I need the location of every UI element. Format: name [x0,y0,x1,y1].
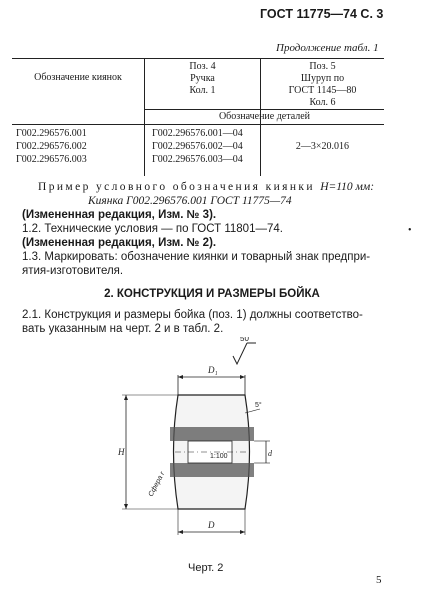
table-row-mallet-3: Г002.296576.003 [16,154,87,165]
page-number: 5 [376,574,382,586]
example-designation: Киянка Г002.296576.001 ГОСТ 11775—74 [88,195,292,207]
paragraph-1-3-line-1: 1.3. Маркировать: обозначение киянки и товарный знак предпри- [22,251,371,263]
margin-mark: • [408,225,412,236]
section-heading: 2. КОНСТРУКЦИЯ И РАЗМЕРЫ БОЙКА [104,288,320,300]
revision-note-2: (Измененная редакция, Изм. № 2). [22,237,217,249]
paragraph-1-2: 1.2. Технические условия — по ГОСТ 11801—74. [22,223,283,235]
example-height: H=110 мм: [320,181,375,193]
table-header-rule [12,124,384,125]
mallet-head-drawing [90,337,290,559]
table-screw-value: 2—3×20.016 [295,141,350,152]
col-mallet-header: Обозначение киянок [34,72,122,83]
designation-table [12,58,384,176]
table-continuation-label: Продолжение табл. 1 [276,42,379,54]
dimension-h-label: H [118,447,125,457]
paragraph-1-3-line-2: ятия-изготовителя. [22,265,124,277]
col-handle-header-pos: Поз. 4 [189,61,216,72]
paragraph-2-1-line-2: вать указанным на черт. 2 и в табл. 2. [22,323,224,335]
table-row-mallet-1: Г002.296576.001 [16,128,87,139]
sphere-radius-label: Сфера r [147,470,167,498]
table-subheader-rule [144,109,384,110]
col-screw-header-pos: Поз. 5 [309,61,336,72]
hatched-band-top [170,427,254,441]
dimension-d-label: D [208,520,215,530]
table-row-handle-3: Г002.296576.003—04 [152,154,243,165]
paragraph-2-1-line-1: 2.1. Конструкция и размеры бойка (поз. 1) должны соответство- [22,309,363,321]
example-line-1 [38,180,374,195]
angle-label: 5° [255,402,262,409]
table-row-handle-2: Г002.296576.002—04 [152,141,243,152]
col-handle-header-qty: Кол. 1 [189,85,216,96]
col-handle-header-name: Ручка [190,73,215,84]
revision-note-3: (Измененная редакция, Изм. № 3). [22,209,217,221]
col-screw-header-qty: Кол. 6 [309,97,336,108]
taper-label: 1:100 [210,453,228,460]
roughness-value: 50 [240,337,249,343]
dimension-d-small-label: d [268,449,272,458]
hatched-band-bottom [170,463,254,477]
col-screw-header-name: Шуруп по [300,73,345,84]
dimension-d1-label: D₁ [208,365,218,375]
page-header: ГОСТ 11775—74 С. 3 [260,7,384,21]
table-row-mallet-2: Г002.296576.002 [16,141,87,152]
example-label: Пример условного обозначения киянки [38,181,321,193]
table-row-handle-1: Г002.296576.001—04 [152,128,243,139]
surface-roughness-mark [233,337,256,364]
figure-caption: Черт. 2 [188,562,224,574]
parts-header: Обозначение деталей [218,111,311,122]
col-screw-header-std: ГОСТ 1145—80 [288,85,357,96]
table-top-rule [12,58,384,59]
